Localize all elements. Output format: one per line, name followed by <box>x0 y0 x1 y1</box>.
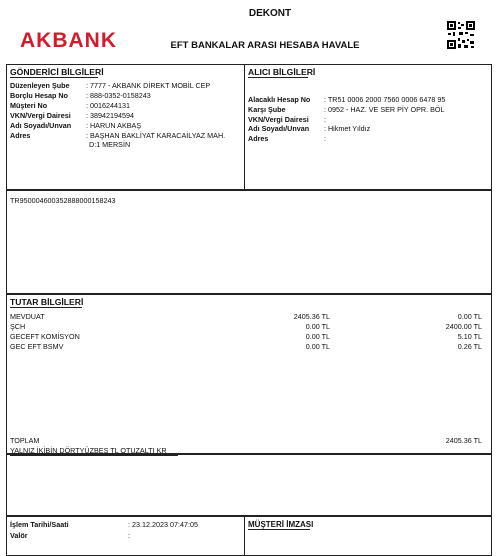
customer-signature-label: MÜŞTERİ İMZASI <box>248 520 314 529</box>
receiver-label-name: Adı Soyadı/Unvan <box>248 124 310 133</box>
amount-row-col2: 5.10 TL <box>457 332 482 341</box>
receiver-header-underline <box>248 77 308 78</box>
transaction-date-label: İşlem Tarihi/Saati <box>10 520 69 529</box>
sender-label-account: Borçlu Hesap No <box>10 91 68 100</box>
document-title: DEKONT <box>248 8 292 19</box>
amount-row-col2: 2400.00 TL <box>445 322 482 331</box>
valor-label: Valör <box>10 531 28 540</box>
party-info-divider <box>244 64 245 190</box>
sender-header: GÖNDERİCİ BİLGİLERİ <box>10 67 104 77</box>
amount-row-label: GEC EFT BSMV <box>10 342 64 351</box>
amount-row-col1: 0.00 TL <box>305 322 330 331</box>
receiver-label-account: Alacaklı Hesap No <box>248 95 311 104</box>
signature-underline <box>248 529 310 530</box>
receiver-value-name: : Hikmet Yıldız <box>324 124 371 133</box>
sender-header-underline <box>10 77 98 78</box>
document-subtitle: EFT BANKALAR ARASI HESABA HAVALE <box>170 40 360 51</box>
footer-divider <box>244 516 245 556</box>
sender-value-customer-no: : 0016244131 <box>86 101 130 110</box>
amount-row-label: GECEFT KOMİSYON <box>10 332 80 341</box>
total-label: TOPLAM <box>10 436 40 445</box>
amount-row-col2: 0.26 TL <box>457 342 482 351</box>
sender-value-branch: : 7777 - AKBANK DİREKT MOBİL CEP <box>86 81 211 90</box>
amounts-header: TUTAR BİLGİLERİ <box>10 297 84 307</box>
amount-row-col1: 0.00 TL <box>305 342 330 351</box>
receiver-value-tax: : <box>324 115 326 124</box>
sender-label-address: Adres <box>10 131 31 140</box>
amount-row-label: MEVDUAT <box>10 312 45 321</box>
sender-value-account: : 888-0352-0158243 <box>86 91 151 100</box>
notes-box <box>6 454 492 516</box>
sender-label-branch: Düzenleyen Şube <box>10 81 70 90</box>
transaction-date-value: : 23.12.2023 07:47:05 <box>128 520 198 529</box>
receiver-value-branch: : 0952 - HAZ. VE SER PİY OPR. BÖL <box>324 105 445 114</box>
sender-label-name: Adı Soyadı/Unvan <box>10 121 72 130</box>
receiver-value-account: : TR51 0006 2000 7560 0006 6478 95 <box>324 95 446 104</box>
sender-value-tax: : 38942194594 <box>86 111 134 120</box>
receiver-value-address: : <box>324 134 326 143</box>
receiver-header: ALICI BİLGİLERİ <box>248 67 316 77</box>
sender-value-address-line2: D:1 MERSİN <box>89 140 131 149</box>
sender-label-tax: VKN/Vergi Dairesi <box>10 111 71 120</box>
description-box <box>6 190 492 294</box>
amount-row-col1: 2405.36 TL <box>293 312 330 321</box>
amount-row-col2: 0.00 TL <box>457 312 482 321</box>
akbank-logo: AKBANK <box>20 29 117 52</box>
valor-value: : <box>128 531 130 540</box>
sender-value-address: : BAŞHAN BAKLİYAT KARACAİLYAZ MAH. <box>86 131 226 140</box>
amount-row-label: ŞCH <box>10 322 26 331</box>
receiver-label-address: Adres <box>248 134 269 143</box>
amounts-header-underline <box>10 307 82 308</box>
receiver-label-tax: VKN/Vergi Dairesi <box>248 115 309 124</box>
total-in-words: YALNIZ İKİBİN DÖRTYÜZBEŞ TL OTUZALTI KR <box>10 446 167 455</box>
reference-number: TR950004600352888000158243 <box>10 196 116 205</box>
receiver-label-branch: Karşı Şube <box>248 105 286 114</box>
qr-code-icon <box>446 20 476 50</box>
amount-row-col1: 0.00 TL <box>305 332 330 341</box>
sender-label-customer-no: Müşteri No <box>10 101 48 110</box>
sender-value-name: : HARUN AKBAŞ <box>86 121 142 130</box>
total-value: 2405.36 TL <box>445 436 482 445</box>
